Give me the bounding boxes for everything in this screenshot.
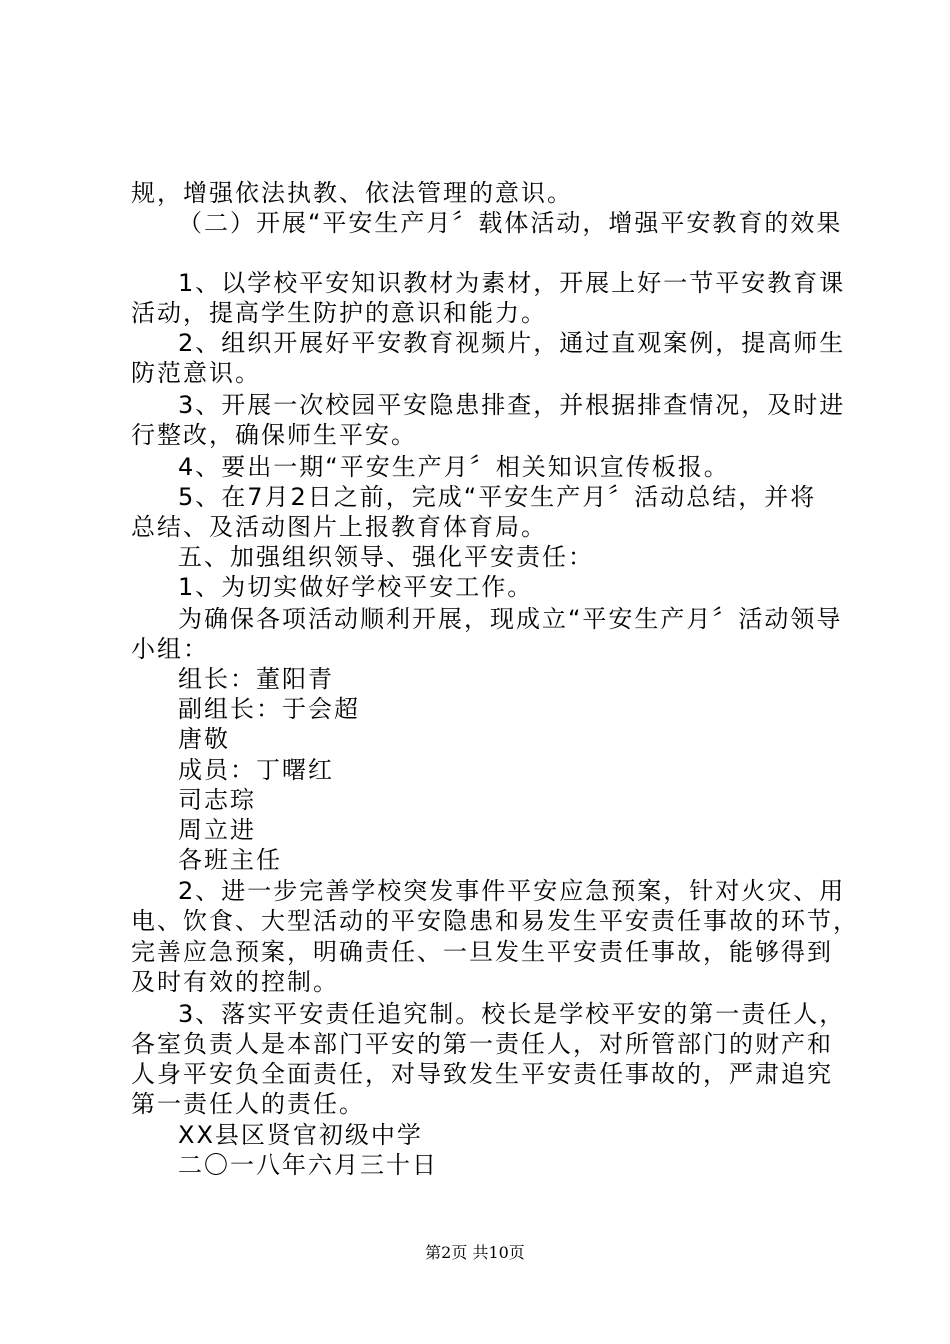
page-number-footer: 第2页 共10页 [425, 1243, 525, 1262]
text-line: 司志琮 [178, 786, 256, 814]
text-line: 及时有效的控制。 [131, 968, 339, 996]
text-line: 4、要出一期“平安生产月〞相关知识宣传板报。 [178, 453, 730, 481]
text-line: 小组： [131, 635, 209, 663]
text-line: 3、落实平安责任追究制。校长是学校平安的第一责任人， [178, 1000, 846, 1028]
text-line: 1、为切实做好学校平安工作。 [178, 573, 534, 601]
text-line: 成员：丁曙红 [178, 756, 334, 784]
text-line: 5、在7月2日之前，完成“平安生产月〞活动总结，并将 [178, 483, 817, 511]
text-line: 组长：董阳青 [178, 665, 334, 693]
text-line: 3、开展一次校园平安隐患排查，并根据排查情况，及时进 [178, 391, 846, 419]
section-heading: 五、加强组织领导、强化平安责任： [178, 543, 594, 571]
text-line: 为确保各项活动顺利开展，现成立“平安生产月〞活动领导 [178, 605, 843, 633]
text-line: 1、以学校平安知识教材为素材，开展上好一节平安教育课 [178, 269, 846, 297]
text-line: 2、进一步完善学校突发事件平安应急预案，针对火灾、用 [178, 877, 846, 905]
organization-name: XX县区贤官初级中学 [178, 1121, 423, 1149]
text-line: 唐敬 [178, 725, 230, 753]
text-line: 规，增强依法执教、依法管理的意识。 [131, 179, 573, 207]
text-line: 人身平安负全面责任，对导致发生平安责任事故的，严肃追究 [131, 1060, 833, 1088]
text-line: 总结、及活动图片上报教育体育局。 [131, 513, 547, 541]
text-line: 完善应急预案，明确责任、一旦发生平安责任事故，能够得到 [131, 938, 833, 966]
text-line: 周立进 [178, 816, 256, 844]
text-line: 副组长：于会超 [178, 695, 360, 723]
text-line: 行整改，确保师生平安。 [131, 421, 417, 449]
text-line: 2、组织开展好平安教育视频片，通过直观案例，提高师生 [178, 329, 846, 357]
text-line: 活动，提高学生防护的意识和能力。 [131, 299, 547, 327]
text-line: 防范意识。 [131, 359, 261, 387]
text-line: 各班主任 [178, 846, 282, 874]
text-line: 电、饮食、大型活动的平安隐患和易发生平安责任事故的环节， [131, 907, 859, 935]
text-line: 第一责任人的责任。 [131, 1090, 365, 1118]
section-heading: （二）开展“平安生产月〞载体活动，增强平安教育的效果 [178, 209, 843, 237]
document-date: 二〇一八年六月三十日 [178, 1151, 438, 1179]
text-line: 各室负责人是本部门平安的第一责任人，对所管部门的财产和 [131, 1030, 833, 1058]
